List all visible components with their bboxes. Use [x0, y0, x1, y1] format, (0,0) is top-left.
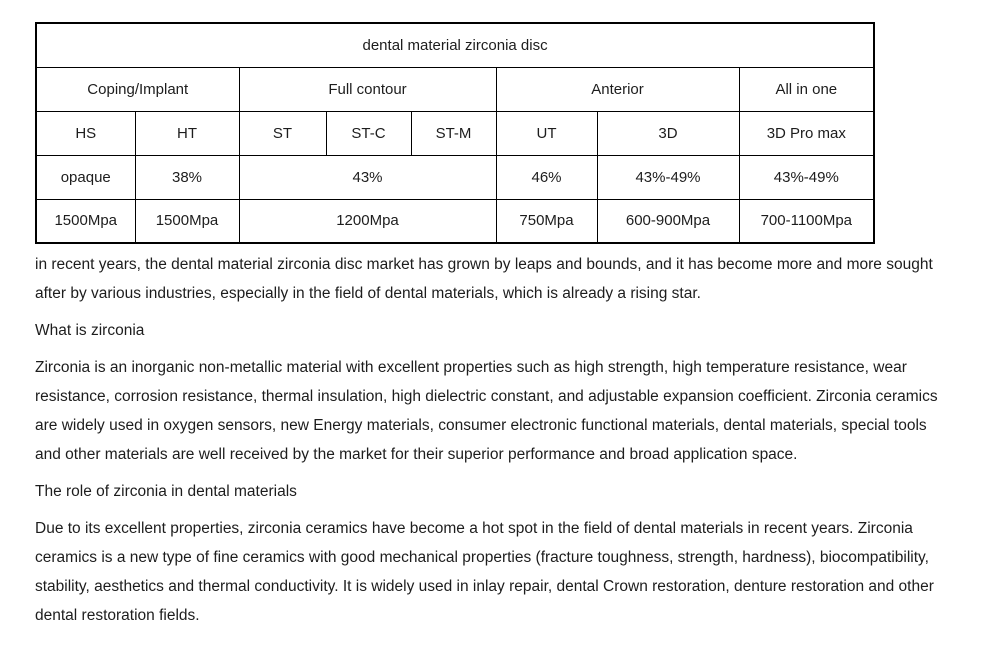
shade-type-ht: HT — [135, 111, 239, 155]
group-header-anterior: Anterior — [496, 67, 739, 111]
strength-ht: 1500Mpa — [135, 199, 239, 243]
translucency-hs: opaque — [36, 155, 135, 199]
paragraph-role-of-zirconia: Due to its excellent properties, zirconia ceramics have become a hot spot in the field of dental materials in recent years. Zirconia ceramics is a new type of fine ceramics with good mechanical properties (fracture toughness, strength, hardness), biocompatibility, stability, aesthetics and thermal conductivity. It is widely used in inlay repair, dental Crown restoration, denture restoration and other dental restoration fields. — [35, 520, 934, 624]
shade-type-st: ST — [239, 111, 326, 155]
strength-hs: 1500Mpa — [36, 199, 135, 243]
heading-role-of-zirconia: The role of zirconia in dental materials — [35, 483, 297, 500]
translucency-ut: 46% — [496, 155, 597, 199]
strength-ut: 750Mpa — [496, 199, 597, 243]
shade-type-st-m: ST-M — [411, 111, 496, 155]
table-row-strength — [36, 199, 874, 243]
strength-full-contour: 1200Mpa — [239, 199, 496, 243]
zirconia-spec-table — [35, 22, 875, 244]
translucency-full-contour: 43% — [239, 155, 496, 199]
translucency-3d-pro-max: 43%-49% — [739, 155, 874, 199]
shade-type-3d-pro-max: 3D Pro max — [739, 111, 874, 155]
article — [0, 244, 982, 648]
shade-type-ut: UT — [496, 111, 597, 155]
group-header-all-in-one: All in one — [739, 67, 874, 111]
intro-paragraph: in recent years, the dental material zirconia disc market has grown by leaps and bounds, and it has become more and more sought after by various industries, especially in the field of dental materials, which is already a rising star. — [35, 256, 933, 302]
group-header-full-contour: Full contour — [239, 67, 496, 111]
strength-3d: 600-900Mpa — [597, 199, 739, 243]
heading-what-is-zirconia: What is zirconia — [35, 322, 145, 339]
table-title: dental material zirconia disc — [36, 23, 874, 67]
paragraph-what-is-zirconia: Zirconia is an inorganic non-metallic material with excellent properties such as high strength, high temperature resistance, wear resistance, corrosion resistance, thermal insulation, high dielectric constant, and adjustable expansion coefficient. Zirconia ceramics are widely used in oxygen sensors, new Energy materials, consumer electronic functional materials, dental materials, special tools and other materials are well received by the market for their superior performance and broad application space. — [35, 359, 938, 463]
table-row-shade-types — [36, 111, 874, 155]
table-row-translucency — [36, 155, 874, 199]
strength-3d-pro-max: 700-1100Mpa — [739, 199, 874, 243]
shade-type-st-c: ST-C — [326, 111, 411, 155]
translucency-3d: 43%-49% — [597, 155, 739, 199]
translucency-ht: 38% — [135, 155, 239, 199]
shade-type-3d: 3D — [597, 111, 739, 155]
group-header-coping-implant: Coping/Implant — [36, 67, 239, 111]
table-row-groups — [36, 67, 874, 111]
table-row-title — [36, 23, 874, 67]
shade-type-hs: HS — [36, 111, 135, 155]
